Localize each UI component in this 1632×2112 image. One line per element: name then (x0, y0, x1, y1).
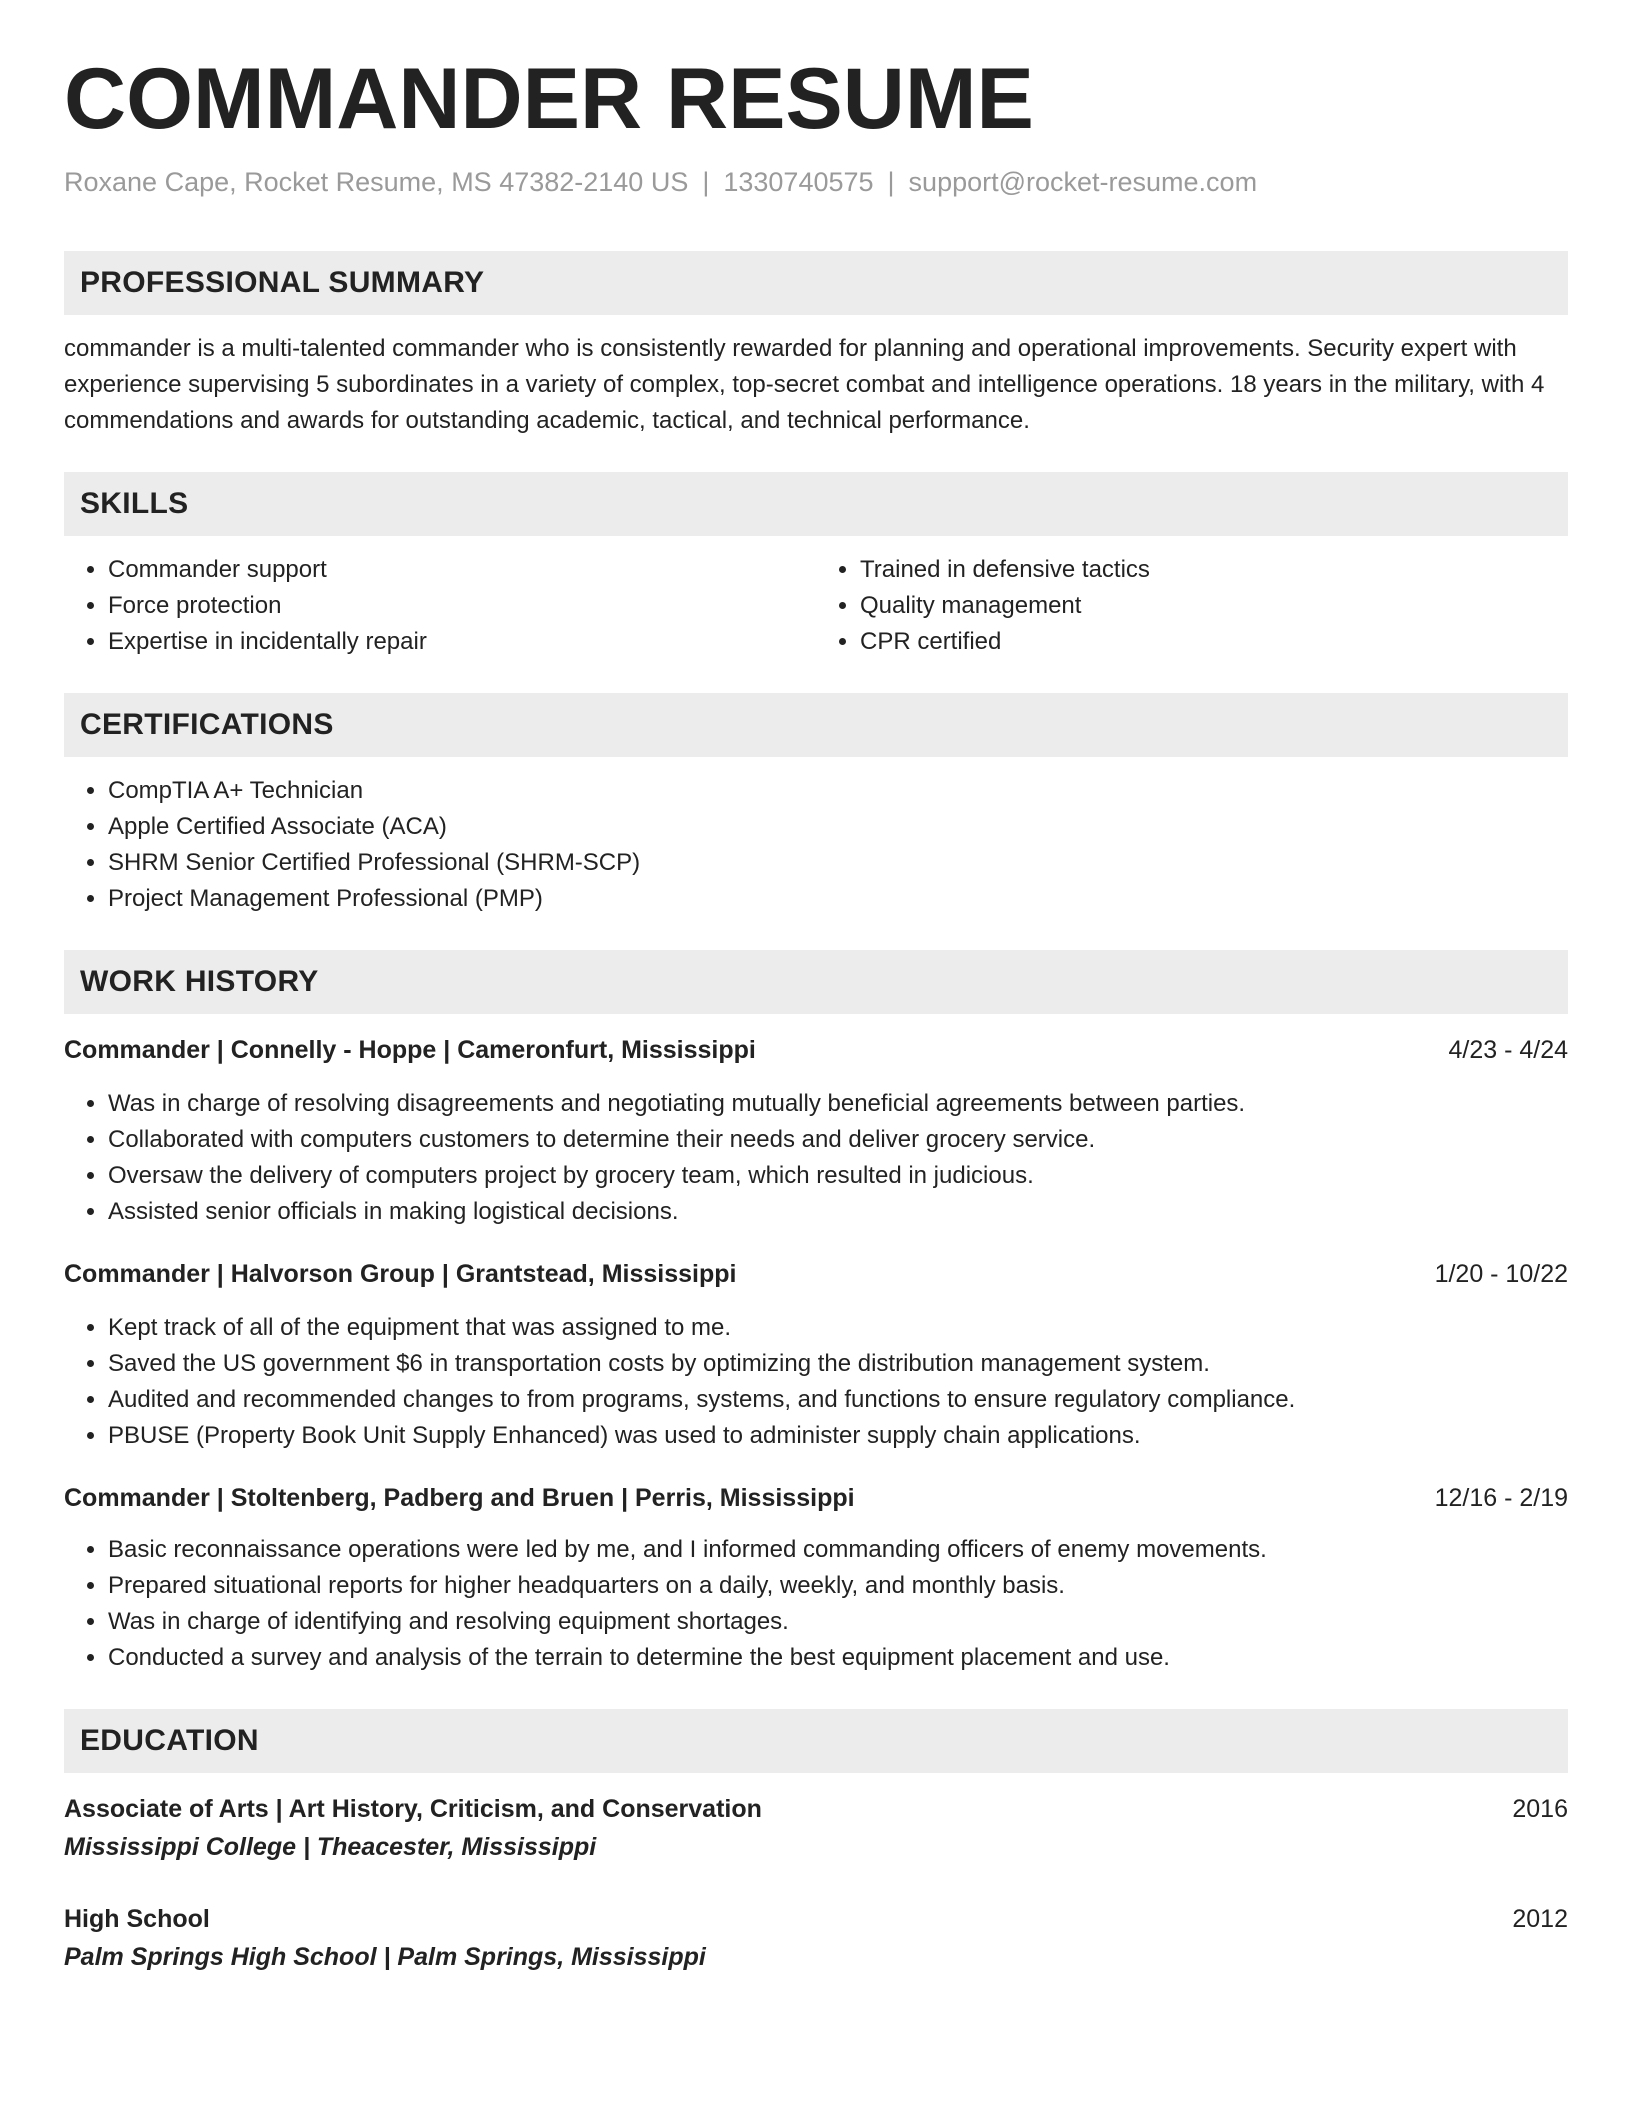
contact-email: support@rocket-resume.com (908, 166, 1258, 197)
job-dates: 4/23 - 4/24 (1448, 1035, 1568, 1064)
skill-item: • Trained in defensive tactics (860, 552, 1568, 588)
education-year: 2012 (1512, 1904, 1568, 1933)
education-heading: EDUCATION (64, 1709, 1568, 1773)
education-year: 2016 (1512, 1794, 1568, 1823)
job-bullet: • Was in charge of resolving disagreements and negotiating mutually beneficial agreements between parties. (108, 1086, 1568, 1122)
work-history-heading: WORK HISTORY (64, 950, 1568, 1014)
education-header (64, 1790, 1568, 1828)
contact-line (64, 165, 1568, 200)
job-bullet: • Oversaw the delivery of computers project by grocery team, which resulted in judicious. (108, 1158, 1568, 1194)
certification-item: • Project Management Professional (PMP) (108, 881, 1568, 917)
job-bullets (64, 1310, 1568, 1454)
job-bullet: • Audited and recommended changes to from programs, systems, and functions to ensure regulatory compliance. (108, 1382, 1568, 1418)
job-bullet: • Kept track of all of the equipment that was assigned to me. (108, 1310, 1568, 1346)
job-bullets (64, 1086, 1568, 1230)
job-bullet: • PBUSE (Property Book Unit Supply Enhanced) was used to administer supply chain applications. (108, 1418, 1568, 1454)
summary-heading: PROFESSIONAL SUMMARY (64, 251, 1568, 315)
skill-item: • Commander support (108, 552, 816, 588)
education-entry (64, 1790, 1568, 1866)
skills-column-right (816, 552, 1568, 660)
skills-column-left (64, 552, 816, 660)
job-bullet: • Basic reconnaissance operations were led by me, and I informed commanding officers of enemy movements. (108, 1532, 1568, 1568)
job-entry (64, 1480, 1568, 1676)
education-school: Palm Springs High School | Palm Springs, Mississippi (64, 1942, 706, 1971)
job-entry (64, 1256, 1568, 1454)
skills-heading: SKILLS (64, 472, 1568, 536)
contact-separator: | (702, 166, 710, 197)
job-entry (64, 1032, 1568, 1230)
education-school: Mississippi College | Theacester, Mississippi (64, 1832, 597, 1861)
job-title: Commander | Stoltenberg, Padberg and Bruen | Perris, Mississippi (64, 1483, 855, 1512)
summary-text: commander is a multi-talented commander who is consistently rewarded for planning and operational improvements. Security expert with experience supervising 5 subordinates in a variety of complex, top-secret combat and intelligence operations. 18 years in the military, with 4 commendations and awards for outstanding academic, tactical, and technical performance. (64, 334, 1545, 434)
job-bullet: • Collaborated with computers customers to determine their needs and deliver grocery service. (108, 1122, 1568, 1158)
job-header (64, 1032, 1568, 1068)
contact-separator: | (887, 166, 895, 197)
job-bullet: • Assisted senior officials in making logistical decisions. (108, 1194, 1568, 1230)
contact-phone: 1330740575 (723, 166, 874, 197)
certifications-heading: CERTIFICATIONS (64, 693, 1568, 757)
education-degree: High School (64, 1904, 210, 1933)
job-bullet: • Conducted a survey and analysis of the terrain to determine the best equipment placement and use. (108, 1640, 1568, 1676)
job-title: Commander | Connelly - Hoppe | Cameronfurt, Mississippi (64, 1035, 756, 1064)
skills-list (64, 552, 1568, 660)
job-bullet: • Saved the US government $6 in transportation costs by optimizing the distribution management system. (108, 1346, 1568, 1382)
job-dates: 12/16 - 2/19 (1434, 1483, 1568, 1512)
skill-item: • Expertise in incidentally repair (108, 624, 816, 660)
certifications-list (64, 773, 1568, 917)
job-header (64, 1256, 1568, 1292)
job-bullet: • Prepared situational reports for higher headquarters on a daily, weekly, and monthly basis. (108, 1568, 1568, 1604)
skill-item: • Quality management (860, 588, 1568, 624)
job-bullets (64, 1532, 1568, 1676)
job-header (64, 1480, 1568, 1516)
job-bullet: • Was in charge of identifying and resolving equipment shortages. (108, 1604, 1568, 1640)
certification-item: • Apple Certified Associate (ACA) (108, 809, 1568, 845)
skill-item: • Force protection (108, 588, 816, 624)
job-title: Commander | Halvorson Group | Grantstead, Mississippi (64, 1259, 737, 1288)
skill-item: • CPR certified (860, 624, 1568, 660)
resume-title: COMMANDER RESUME (64, 51, 1034, 147)
education-degree: Associate of Arts | Art History, Criticism, and Conservation (64, 1794, 762, 1823)
contact-address: Roxane Cape, Rocket Resume, MS 47382-2140 US (64, 166, 689, 197)
certification-item: • SHRM Senior Certified Professional (SHRM-SCP) (108, 845, 1568, 881)
education-header (64, 1900, 1568, 1938)
education-entry (64, 1900, 1568, 1976)
certification-item: • CompTIA A+ Technician (108, 773, 1568, 809)
job-dates: 1/20 - 10/22 (1434, 1259, 1568, 1288)
